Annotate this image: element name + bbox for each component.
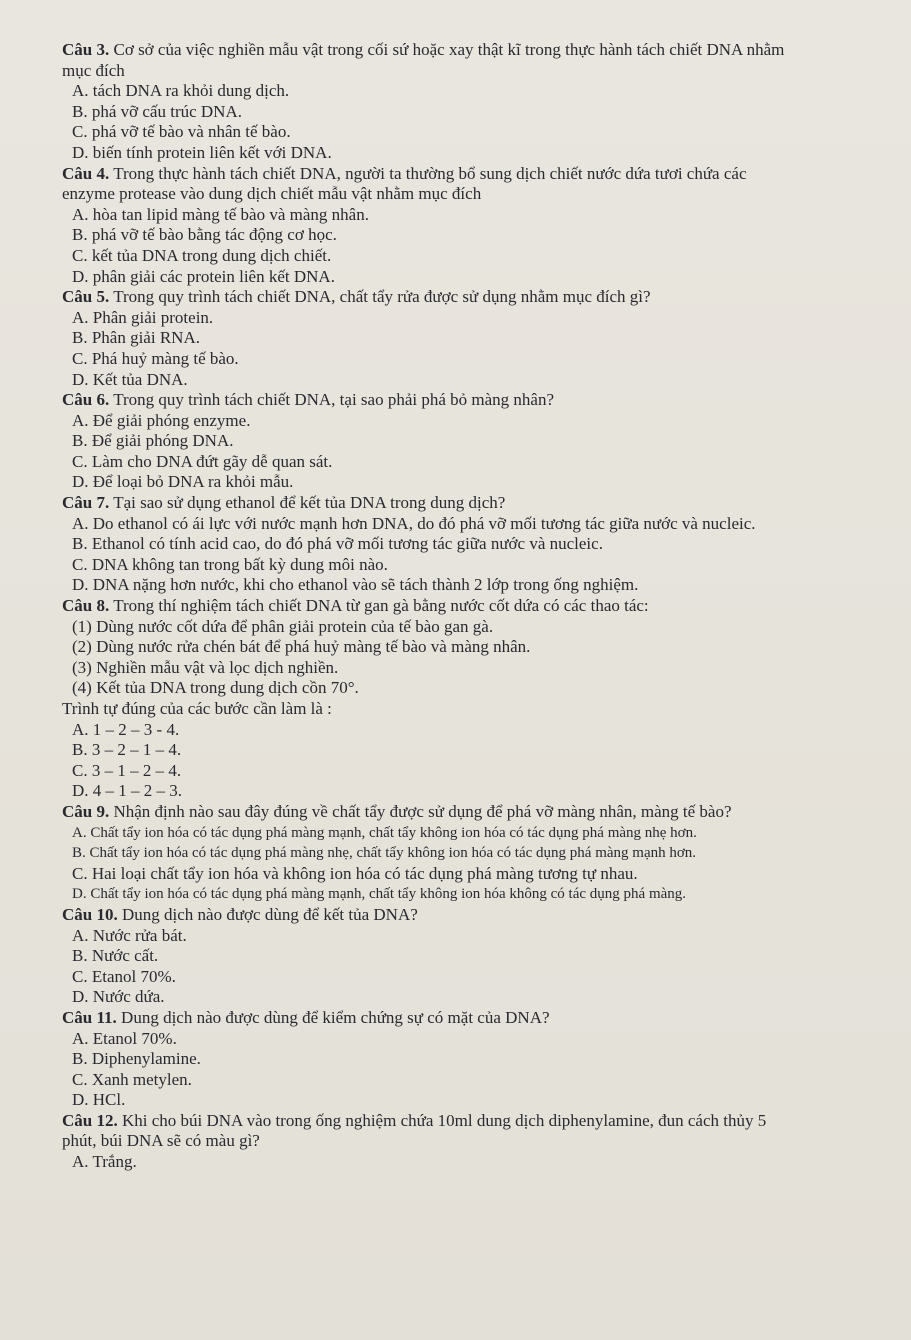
- question-text: Trong thực hành tách chiết DNA, người ta thường bổ sung dịch chiết nước dứa tươi chứa các: [113, 163, 747, 183]
- answer-option: D. 4 – 1 – 2 – 3.: [72, 781, 183, 801]
- answer-option: C. Etanol 70%.: [72, 966, 176, 986]
- answer-option: B. 3 – 2 – 1 – 4.: [72, 740, 182, 760]
- question-8: [62, 596, 871, 617]
- answer-option: D. Kết tủa DNA.: [72, 369, 188, 389]
- procedure-step: (1) Dùng nước cốt dứa để phân giải protein của tế bào gan gà.: [72, 616, 494, 636]
- answer-option: A. 1 – 2 – 3 - 4.: [72, 719, 180, 739]
- question-number: Câu 6.: [62, 390, 110, 410]
- question-text: Trong thí nghiệm tách chiết DNA từ gan gà bằng nước cốt dứa có các thao tác:: [113, 596, 649, 616]
- question-text: Tại sao sử dụng ethanol để kết tủa DNA trong dung dịch?: [113, 493, 506, 513]
- question-3: [62, 40, 871, 61]
- answer-option: B. phá vỡ tế bào bằng tác động cơ học.: [72, 225, 337, 245]
- procedure-step: (2) Dùng nước rửa chén bát để phá huỷ màng tế bào và màng nhân.: [72, 637, 531, 657]
- question-text: Trong quy trình tách chiết DNA, chất tẩy rửa được sử dụng nhằm mục đích gì?: [113, 287, 651, 307]
- procedure-step: (3) Nghiền mẫu vật và lọc dịch nghiền.: [72, 657, 339, 677]
- procedure-step: (4) Kết tủa DNA trong dung dịch cồn 70°.: [72, 678, 359, 698]
- answer-option: A. tách DNA ra khỏi dung dịch.: [72, 81, 290, 101]
- answer-option: C. phá vỡ tế bào và nhân tế bào.: [72, 122, 291, 142]
- answer-option: C. Phá huỷ màng tế bào.: [72, 348, 239, 368]
- question-number: Câu 5.: [62, 287, 110, 307]
- answer-option: A. Etanol 70%.: [72, 1028, 177, 1048]
- question-7: [62, 493, 871, 514]
- question-text: Dung dịch nào được dùng để kết tủa DNA?: [121, 904, 418, 924]
- answer-option: B. Phân giải RNA.: [72, 328, 200, 348]
- answer-option: C. kết tủa DNA trong dung dịch chiết.: [72, 245, 332, 265]
- question-continuation: phút, búi DNA sẽ có màu gì?: [62, 1131, 260, 1151]
- answer-option: B. Ethanol có tính acid cao, do đó phá vỡ mối tương tác giữa nước và nucleic.: [72, 534, 603, 554]
- question-continuation: enzyme protease vào dung dịch chiết mẫu vật nhằm mục đích: [62, 184, 482, 204]
- answer-option: D. biến tính protein liên kết với DNA.: [72, 142, 332, 162]
- answer-option: B. Chất tẩy ion hóa có tác dụng phá màng nhẹ, chất tẩy không ion hóa có tác dụng phá màng mạnh hơn.: [72, 845, 697, 862]
- question-6: [62, 390, 871, 411]
- answer-option: A. Để giải phóng enzyme.: [72, 410, 251, 430]
- answer-option: B. Diphenylamine.: [72, 1049, 201, 1069]
- answer-option: D. HCl.: [72, 1090, 126, 1110]
- answer-option: D. phân giải các protein liên kết DNA.: [72, 266, 335, 286]
- answer-option: B. Để giải phóng DNA.: [72, 431, 234, 451]
- question-prompt: Trình tự đúng của các bước cần làm là :: [62, 699, 332, 718]
- question-9: [62, 802, 871, 823]
- answer-option: C. Hai loại chất tẩy ion hóa và không ion hóa có tác dụng phá màng tương tự nhau.: [72, 863, 638, 883]
- question-number: Câu 3.: [62, 40, 110, 59]
- question-text: Nhận định nào sau đây đúng về chất tẩy được sử dụng để phá vỡ màng nhân, màng tế bào?: [113, 801, 732, 821]
- answer-option: A. Nước rửa bát.: [72, 925, 187, 945]
- answer-option: C. 3 – 1 – 2 – 4.: [72, 760, 182, 780]
- question-text: Khi cho búi DNA vào trong ống nghiệm chứa 10ml dung dịch diphenylamine, đun cách thủy 5: [121, 1110, 767, 1130]
- question-10: [62, 905, 871, 926]
- answer-option: C. Xanh metylen.: [72, 1069, 192, 1089]
- answer-option: D. Để loại bỏ DNA ra khỏi mẫu.: [72, 472, 294, 492]
- answer-option: D. Nước dứa.: [72, 987, 165, 1007]
- answer-option: B. Nước cất.: [72, 946, 159, 966]
- answer-option: A. Chất tẩy ion hóa có tác dụng phá màng mạnh, chất tẩy không ion hóa có tác dụng phá màng nhẹ hơn.: [72, 824, 697, 841]
- question-number: Câu 12.: [62, 1110, 118, 1130]
- question-11: [62, 1008, 871, 1029]
- question-number: Câu 4.: [62, 163, 110, 183]
- answer-option: C. DNA không tan trong bất kỳ dung môi nào.: [72, 554, 388, 574]
- answer-option: A. Do ethanol có ái lực với nước mạnh hơn DNA, do đó phá vỡ mối tương tác giữa nước và nucleic.: [72, 513, 756, 533]
- answer-option: D. DNA nặng hơn nước, khi cho ethanol vào sẽ tách thành 2 lớp trong ống nghiệm.: [72, 575, 639, 595]
- question-text: Dung dịch nào được dùng để kiểm chứng sự có mặt của DNA?: [121, 1007, 550, 1027]
- question-continuation: mục đích: [62, 60, 125, 80]
- answer-option: A. Trắng.: [72, 1152, 137, 1172]
- question-4: [62, 164, 871, 185]
- question-number: Câu 11.: [62, 1007, 117, 1027]
- question-number: Câu 10.: [62, 904, 118, 924]
- question-number: Câu 7.: [62, 493, 110, 513]
- question-5: [62, 287, 871, 308]
- answer-option: C. Làm cho DNA đứt gãy dễ quan sát.: [72, 451, 333, 471]
- answer-option: D. Chất tẩy ion hóa có tác dụng phá màng mạnh, chất tẩy không ion hóa không có tác dụng phá màng.: [72, 886, 687, 903]
- question-number: Câu 9.: [62, 801, 110, 821]
- answer-option: A. hòa tan lipid màng tế bào và màng nhân.: [72, 204, 369, 224]
- answer-option: B. phá vỡ cấu trúc DNA.: [72, 101, 242, 121]
- question-text: Trong quy trình tách chiết DNA, tại sao phải phá bỏ màng nhân?: [113, 390, 555, 410]
- question-number: Câu 8.: [62, 596, 110, 616]
- question-text: Cơ sở của việc nghiền mẫu vật trong cối sứ hoặc xay thật kĩ trong thực hành tách chiết DNA nhằm: [113, 40, 785, 59]
- question-12: [62, 1111, 871, 1132]
- answer-option: A. Phân giải protein.: [72, 307, 214, 327]
